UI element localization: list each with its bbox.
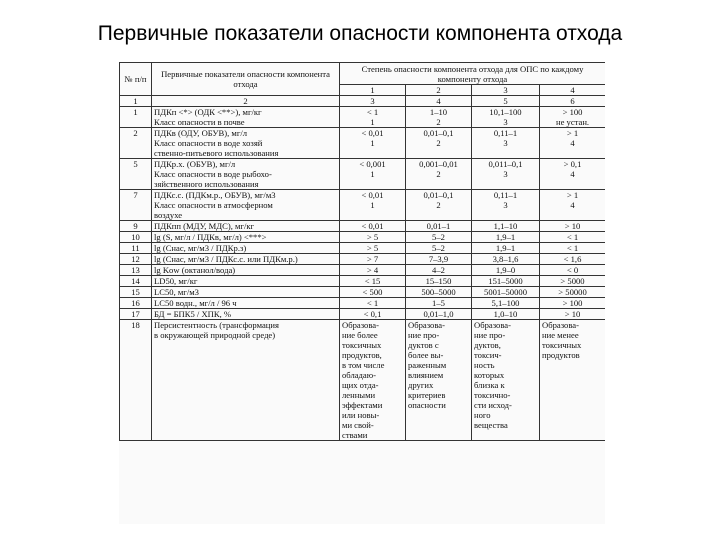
table-row [120, 190, 606, 221]
table-row [120, 265, 606, 276]
row-number: 10 [120, 232, 152, 243]
indicator-line: ПДКс.с. (ПДКм.р., ОБУВ), мг/м3 [154, 190, 276, 200]
value-line: токсично- [474, 390, 511, 400]
value-line: ленными [342, 390, 376, 400]
value-cell-class-4 [540, 309, 606, 320]
indicator-line: LC50 водн., мг/л / 96 ч [154, 298, 237, 308]
value-cell-class-1 [340, 243, 406, 254]
value-line: в том числе [342, 360, 385, 370]
value-line: 5–2 [432, 243, 445, 253]
value-line: 0,01–0,1 [423, 128, 454, 138]
colnum-4: 4 [406, 96, 472, 107]
value-cell-class-1 [340, 221, 406, 232]
value-cell-class-2 [406, 298, 472, 309]
value-line: 1,9–1 [495, 232, 516, 242]
table-row [120, 298, 606, 309]
value-cell-class-1 [340, 298, 406, 309]
indicator-line: ПДКп <*> (ОДК <**>), мг/кг [154, 107, 262, 117]
value-line: или новы- [342, 410, 380, 420]
value-line: < 1 [366, 107, 379, 117]
header-class-2: 2 [406, 85, 472, 96]
value-cell-class-1 [340, 128, 406, 159]
table-row [120, 309, 606, 320]
indicator-cell [152, 276, 340, 287]
value-line: < 15 [364, 276, 381, 286]
indicator-line: Класс опасности в воде рыбохо- [154, 169, 272, 179]
indicator-cell [152, 287, 340, 298]
value-cell-class-2 [406, 320, 472, 441]
table-row [120, 232, 606, 243]
value-line: > 7 [366, 254, 379, 264]
value-line: 2 [436, 169, 441, 179]
value-line: 5,1–100 [491, 298, 520, 308]
value-line: 0,01–1,0 [423, 309, 454, 319]
indicator-cell [152, 254, 340, 265]
value-cell-class-3 [472, 221, 540, 232]
header-number: № п/п [120, 63, 152, 96]
value-line: 0,01–0,1 [423, 190, 454, 200]
value-line: 1–10 [429, 107, 448, 117]
row-number: 5 [120, 159, 152, 190]
value-cell-class-2 [406, 190, 472, 221]
value-line: токсичных [542, 340, 582, 350]
value-line: эффектами [342, 400, 383, 410]
value-line: 0,11–1 [493, 190, 518, 200]
value-line: ми свой- [342, 420, 374, 430]
indicator-line: LD50, мг/кг [154, 276, 198, 286]
indicator-cell [152, 190, 340, 221]
value-line: 3 [503, 117, 508, 127]
value-line: продуктов [542, 350, 580, 360]
row-number: 11 [120, 243, 152, 254]
header-class-4: 4 [540, 85, 606, 96]
row-number: 17 [120, 309, 152, 320]
value-line: токсич- [474, 350, 502, 360]
table-row [120, 159, 606, 190]
value-cell-class-4 [540, 128, 606, 159]
value-line: 5001–50000 [484, 287, 527, 297]
value-line: Образова- [342, 320, 379, 330]
value-cell-class-1 [340, 254, 406, 265]
value-cell-class-2 [406, 243, 472, 254]
indicator-cell [152, 243, 340, 254]
value-line: < 1 [566, 232, 579, 242]
value-line: < 1 [366, 298, 379, 308]
row-number: 9 [120, 221, 152, 232]
header-class-3: 3 [472, 85, 540, 96]
table-row [120, 254, 606, 265]
value-cell-class-4 [540, 287, 606, 298]
value-line: 1 [370, 117, 375, 127]
value-line: близка к [474, 380, 505, 390]
value-line: ного [474, 410, 491, 420]
indicator-cell [152, 320, 340, 441]
value-line: 2 [436, 200, 441, 210]
indicator-line: lg (Снас, мг/м3 / ПДКс.с. или ПДКм.р.) [154, 254, 298, 264]
value-cell-class-2 [406, 265, 472, 276]
row-number: 18 [120, 320, 152, 441]
indicator-cell [152, 232, 340, 243]
value-line: 1,9–1 [495, 243, 516, 253]
value-line: < 500 [362, 287, 383, 297]
value-cell-class-3 [472, 265, 540, 276]
table-row [120, 320, 606, 441]
value-line: > 4 [366, 265, 379, 275]
value-line: 1 [370, 169, 375, 179]
value-line: раженным [408, 360, 447, 370]
value-line: > 1 [566, 190, 579, 200]
value-cell-class-3 [472, 309, 540, 320]
value-cell-class-1 [340, 232, 406, 243]
value-cell-class-4 [540, 298, 606, 309]
indicator-cell [152, 107, 340, 128]
header-indicator: Первичные показатели опасности компонента отхода [152, 63, 340, 96]
value-line: влиянием [408, 370, 444, 380]
table-row [120, 276, 606, 287]
value-line: ние менее [542, 330, 579, 340]
value-line: > 0,1 [563, 159, 582, 169]
value-cell-class-1 [340, 265, 406, 276]
value-line: продуктов, [342, 350, 382, 360]
value-line: 10,1–100 [489, 107, 522, 117]
table-body [120, 107, 606, 441]
value-cell-class-4 [540, 265, 606, 276]
value-cell-class-1 [340, 159, 406, 190]
indicator-cell [152, 221, 340, 232]
value-line: 5–2 [432, 232, 445, 242]
indicator-cell [152, 159, 340, 190]
value-line: щих отда- [342, 380, 379, 390]
value-cell-class-3 [472, 243, 540, 254]
indicator-line: ПДКр.х. (ОБУВ), мг/л [154, 159, 236, 169]
indicator-line: Класс опасности в воде хозяй [154, 138, 263, 148]
value-line: 0,11–1 [493, 128, 518, 138]
value-line: 2 [436, 117, 441, 127]
value-line: ние про- [474, 330, 506, 340]
value-line: 1–5 [432, 298, 445, 308]
value-line: 0,01–1 [426, 221, 451, 231]
row-number: 14 [120, 276, 152, 287]
value-cell-class-2 [406, 254, 472, 265]
value-line: 1 [370, 200, 375, 210]
value-cell-class-1 [340, 287, 406, 298]
value-line: 4 [570, 138, 575, 148]
colnum-5: 5 [472, 96, 540, 107]
value-cell-class-3 [472, 190, 540, 221]
value-cell-class-3 [472, 320, 540, 441]
value-cell-class-3 [472, 107, 540, 128]
indicator-line: БД = БПК5 / ХПК, % [154, 309, 232, 319]
colnum-1: 1 [120, 96, 152, 107]
indicator-line: LC50, мг/м3 [154, 287, 199, 297]
value-line: < 0,01 [361, 128, 384, 138]
value-line: 1 [370, 138, 375, 148]
value-cell-class-2 [406, 221, 472, 232]
value-cell-class-3 [472, 159, 540, 190]
row-number: 12 [120, 254, 152, 265]
value-line: > 100 [562, 298, 583, 308]
value-cell-class-4 [540, 159, 606, 190]
indicator-line: lg (S, мг/л / ПДКв, мг/л) <***> [154, 232, 267, 242]
value-cell-class-4 [540, 276, 606, 287]
value-cell-class-4 [540, 320, 606, 441]
value-line: 1,9–0 [495, 265, 516, 275]
value-cell-class-1 [340, 320, 406, 441]
value-line: Образова- [474, 320, 511, 330]
hazard-table-scan [119, 62, 605, 524]
row-number: 15 [120, 287, 152, 298]
row-number: 13 [120, 265, 152, 276]
indicator-line: lg (Снас, мг/м3 / ПДКр.з) [154, 243, 247, 253]
value-line: > 10 [564, 309, 581, 319]
row-number: 1 [120, 107, 152, 128]
table-row [120, 221, 606, 232]
value-line: > 10 [564, 221, 581, 231]
indicator-cell [152, 265, 340, 276]
value-line: опасности [408, 400, 446, 410]
value-line: 15–150 [425, 276, 452, 286]
value-cell-class-2 [406, 159, 472, 190]
row-number: 2 [120, 128, 152, 159]
colnum-3: 3 [340, 96, 406, 107]
value-cell-class-1 [340, 107, 406, 128]
value-cell-class-3 [472, 287, 540, 298]
value-line: < 0,01 [361, 221, 384, 231]
value-line: < 0,01 [361, 190, 384, 200]
value-cell-class-3 [472, 254, 540, 265]
indicator-line: зяйственного использования [154, 179, 259, 189]
indicator-line: lg Kow (октанол/вода) [154, 265, 236, 275]
indicator-line: воздухе [154, 210, 183, 220]
value-cell-class-4 [540, 243, 606, 254]
row-number: 16 [120, 298, 152, 309]
value-line: критериев [408, 390, 446, 400]
value-line: вещества [474, 420, 508, 430]
value-cell-class-2 [406, 276, 472, 287]
hazard-indicators-table [119, 62, 605, 441]
value-line: 151–5000 [488, 276, 523, 286]
value-cell-class-4 [540, 107, 606, 128]
value-line: дуктов с [408, 340, 439, 350]
value-line: 3,8–1,6 [492, 254, 519, 264]
value-line: 1,0–10 [493, 309, 518, 319]
value-line: > 5 [366, 232, 379, 242]
value-line: других [408, 380, 434, 390]
value-line: обладаю- [342, 370, 377, 380]
value-line: Образова- [542, 320, 579, 330]
value-cell-class-2 [406, 232, 472, 243]
value-line: 3 [503, 169, 508, 179]
value-cell-class-4 [540, 232, 606, 243]
value-line: > 100 [562, 107, 583, 117]
value-cell-class-1 [340, 276, 406, 287]
value-cell-class-2 [406, 128, 472, 159]
value-line: не устан. [555, 117, 590, 127]
value-cell-class-4 [540, 190, 606, 221]
value-cell-class-4 [540, 254, 606, 265]
table-row [120, 107, 606, 128]
value-cell-class-3 [472, 232, 540, 243]
value-line: 3 [503, 138, 508, 148]
value-line: более вы- [408, 350, 444, 360]
value-line: сти исход- [474, 400, 512, 410]
table-row [120, 128, 606, 159]
value-cell-class-4 [540, 221, 606, 232]
value-line: 0,011–0,1 [488, 159, 523, 169]
value-cell-class-3 [472, 298, 540, 309]
indicator-cell [152, 298, 340, 309]
value-line: ние про- [408, 330, 440, 340]
header-degree: Степень опасности компонента отхода для ОПС по каждому компоненту отхода [340, 63, 606, 85]
value-line: ствами [342, 430, 368, 440]
value-line: ность [474, 360, 495, 370]
indicator-line: в окружающей природной среде) [154, 330, 276, 340]
value-line: которых [474, 370, 505, 380]
indicator-line: ПДКпп (МДУ, МДС), мг/кг [154, 221, 255, 231]
value-line: 3 [503, 200, 508, 210]
value-line: Образова- [408, 320, 445, 330]
value-line: 2 [436, 138, 441, 148]
value-line: < 0,001 [359, 159, 386, 169]
row-number: 7 [120, 190, 152, 221]
value-line: ние более [342, 330, 378, 340]
value-line: > 5 [366, 243, 379, 253]
colnum-2: 2 [152, 96, 340, 107]
value-cell-class-3 [472, 128, 540, 159]
indicator-line: Класс опасности в почве [154, 117, 245, 127]
value-line: токсичных [342, 340, 382, 350]
indicator-cell [152, 309, 340, 320]
value-line: дуктов, [474, 340, 501, 350]
value-cell-class-1 [340, 190, 406, 221]
value-cell-class-2 [406, 107, 472, 128]
header-class-1: 1 [340, 85, 406, 96]
indicator-line: Персистентность (трансформация [154, 320, 279, 330]
value-line: 7–3,9 [428, 254, 449, 264]
value-line: 500–5000 [421, 287, 456, 297]
value-line: < 0 [566, 265, 579, 275]
indicator-line: Класс опасности в атмосферном [154, 200, 273, 210]
indicator-line: ПДКв (ОДУ, ОБУВ), мг/л [154, 128, 248, 138]
slide-title: Первичные показатели опасности компонента отхода [97, 22, 623, 45]
value-line: 1,1–10 [493, 221, 518, 231]
indicator-cell [152, 128, 340, 159]
value-line: < 1,6 [563, 254, 582, 264]
value-line: > 50000 [558, 287, 587, 297]
indicator-line: ственно-питьевого использования [154, 148, 279, 158]
value-line: > 1 [566, 128, 579, 138]
value-line: 4 [570, 169, 575, 179]
value-cell-class-1 [340, 309, 406, 320]
value-cell-class-2 [406, 309, 472, 320]
value-cell-class-2 [406, 287, 472, 298]
value-line: < 0,1 [363, 309, 382, 319]
table-row [120, 287, 606, 298]
value-line: 4–2 [432, 265, 445, 275]
value-line: 0,001–0,01 [419, 159, 458, 169]
value-line: > 5000 [560, 276, 585, 286]
value-line: < 1 [566, 243, 579, 253]
value-cell-class-3 [472, 276, 540, 287]
table-row [120, 243, 606, 254]
colnum-6: 6 [540, 96, 606, 107]
value-line: 4 [570, 200, 575, 210]
